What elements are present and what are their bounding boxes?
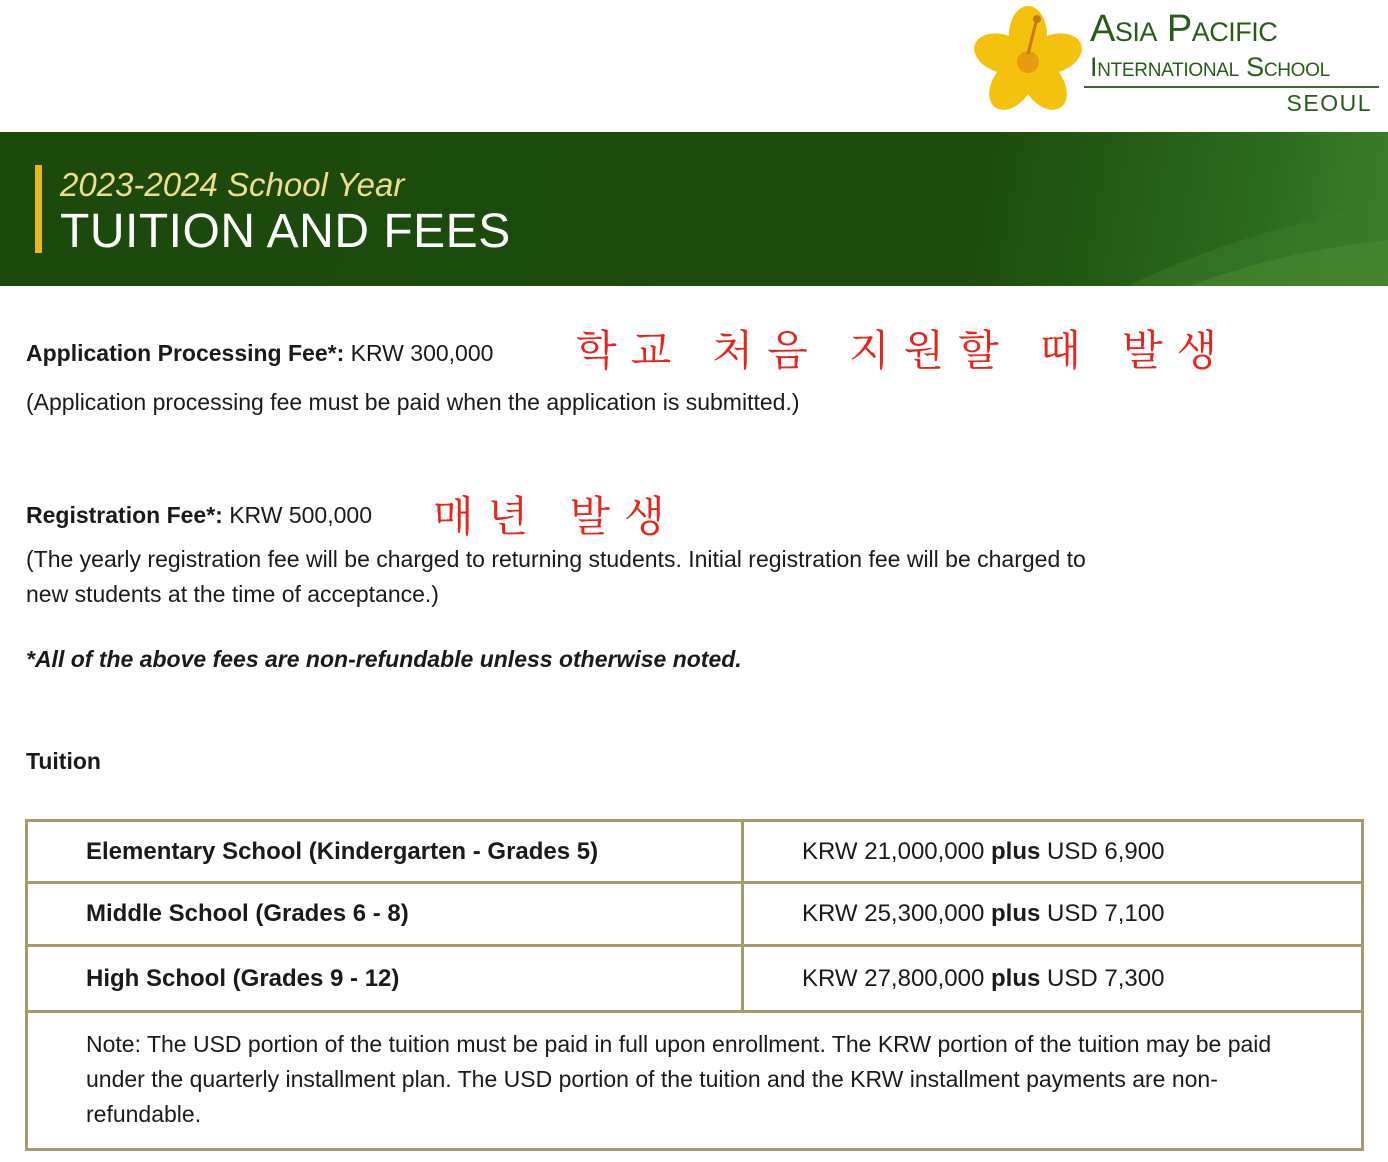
tuition-table [25,819,1364,1151]
tuition-amount-cell [743,821,1363,883]
logo-line-seoul: SEOUL [1286,90,1372,116]
tuition-note: Note: The USD portion of the tuition must be paid in full upon enrollment. The KRW portion of the tuition may be paid under the quarterly installment plan. The USD portion of the tuition and the KRW installment payments are non-refundable. [27,1012,1363,1150]
registration-fee-label: Registration Fee*: [26,502,223,528]
hibiscus-flower-icon [972,4,1084,116]
tuition-amount-cell [743,946,1363,1012]
logo-divider [1084,86,1379,88]
registration-fee-line [26,502,372,529]
tuition-level-cell: Elementary School (Kindergarten - Grades 5) [27,821,743,883]
tuition-krw: KRW 27,800,000 [802,964,985,992]
non-refundable-disclaimer: *All of the above fees are non-refundable unless otherwise noted. [26,646,742,672]
table-row [27,821,1363,883]
tuition-heading: Tuition [26,748,101,774]
registration-fee-amount: KRW 500,000 [229,502,372,528]
banner-accent-bar [35,165,42,253]
page-title: TUITION AND FEES [60,205,511,258]
banner-decoration [1128,132,1388,286]
tuition-usd: USD 6,900 [1047,837,1165,865]
tuition-level-cell: High School (Grades 9 - 12) [27,946,743,1012]
application-fee-amount: KRW 300,000 [350,340,494,366]
tuition-usd: USD 7,100 [1047,900,1165,927]
tuition-level-cell: Middle School (Grades 6 - 8) [27,883,743,946]
table-row [27,946,1363,1012]
title-banner [0,132,1388,286]
tuition-plus: plus [991,837,1041,865]
tuition-amount-cell [743,883,1363,946]
tuition-plus: plus [991,900,1041,927]
page-header [0,0,1388,132]
logo-line-international-school: International School [1090,52,1330,82]
table-row [27,883,1363,946]
school-year: 2023-2024 School Year [60,166,405,203]
registration-fee-annotation: 매년 발생 [433,492,679,541]
registration-fee-note-line2: new students at the time of acceptance.) [26,581,439,607]
application-fee-annotation: 학교 처음 지원할 때 발생 [576,326,1232,375]
tuition-krw: KRW 21,000,000 [802,837,985,865]
application-fee-note: (Application processing fee must be paid when the application is submitted.) [26,389,800,415]
school-logo [972,4,1382,116]
tuition-usd: USD 7,300 [1047,964,1165,992]
tuition-krw: KRW 25,300,000 [802,900,985,927]
registration-fee-note-line1: (The yearly registration fee will be charged to returning students. Initial registration fee will be charged to [26,546,1086,572]
application-fee-line [26,340,493,367]
table-row [27,1012,1363,1150]
tuition-plus: plus [991,964,1041,992]
logo-line-asia-pacific: Asia Pacific [1090,8,1278,50]
application-fee-label: Application Processing Fee*: [26,340,345,366]
